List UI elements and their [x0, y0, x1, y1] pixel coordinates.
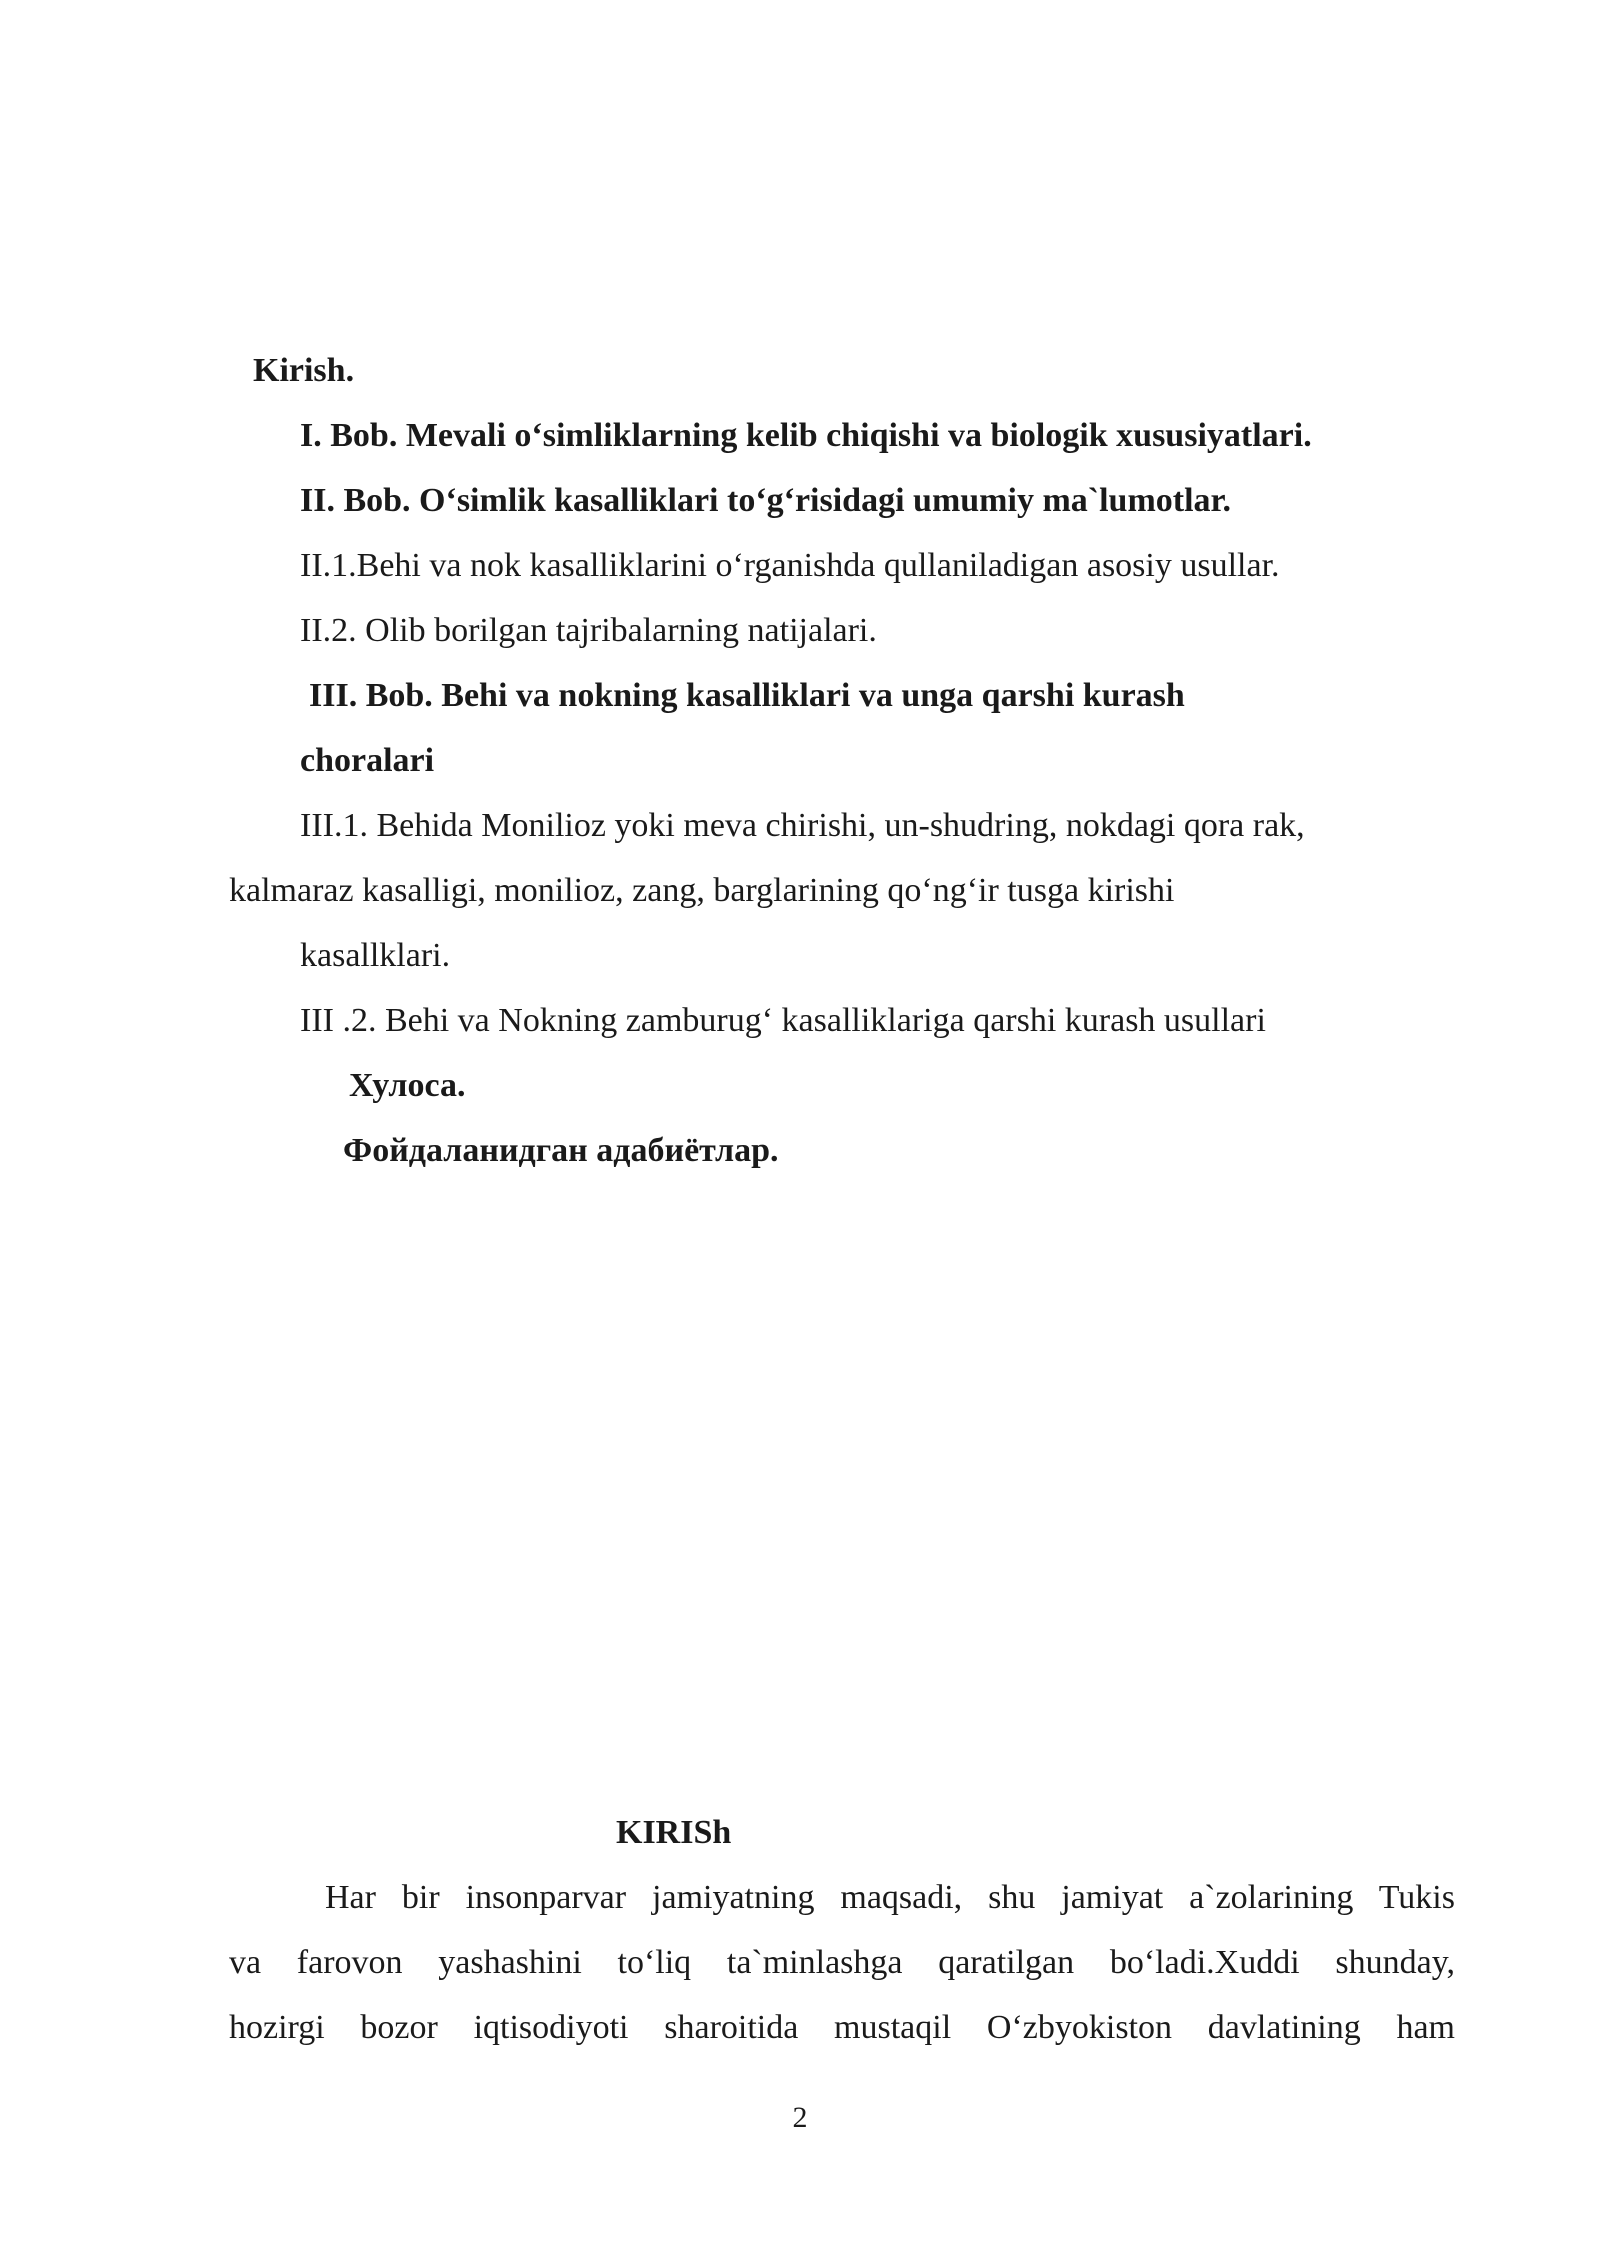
- paragraph-line: hozirgi bozor iqtisodiyoti sharoitida mustaqil O‘zbyokiston davlatining ham: [229, 2009, 1455, 2046]
- toc-section-3-1-end: kasallklari.: [300, 937, 451, 974]
- toc-section-3-2: III .2. Behi va Nokning zamburug‘ kasalliklariga qarshi kurash usullari: [300, 1002, 1266, 1039]
- toc-chapter-3-continued: choralari: [300, 742, 435, 779]
- page-number: 2: [792, 2101, 808, 2134]
- toc-section-2-2: II.2. Olib borilgan tajribalarning natijalari.: [300, 612, 877, 649]
- toc-section-3-1: III.1. Behida Monilioz yoki meva chirishi, un-shudring, nokdagi qora rak,: [300, 807, 1305, 844]
- section-heading: KIRISh: [616, 1814, 732, 1851]
- toc-section-3-1-continued: kalmaraz kasalligi, monilioz, zang, barglarining qo‘ng‘ir tusga kirishi: [229, 872, 1175, 909]
- toc-section-2-1: II.1.Behi va nok kasalliklarini o‘rganishda qullaniladigan asosiy usullar.: [300, 547, 1280, 584]
- toc-intro: Kirish.: [253, 352, 355, 389]
- toc-chapter-3: III. Bob. Behi va nokning kasalliklari va unga qarshi kurash: [309, 677, 1185, 714]
- toc-chapter-1: I. Bob. Mevali o‘simliklarning kelib chiqishi va biologik xususiyatlari.: [300, 417, 1312, 454]
- toc-chapter-2: II. Bob. O‘simlik kasalliklari to‘g‘risidagi umumiy ma`lumotlar.: [300, 482, 1231, 519]
- toc-references: Фойдаланидган адабиётлар.: [343, 1132, 779, 1169]
- paragraph-line: va farovon yashashini to‘liq ta`minlashga qaratilgan bo‘ladi.Xuddi shunday,: [229, 1944, 1455, 1981]
- toc-conclusion: Хулоса.: [349, 1067, 466, 1104]
- paragraph-line: Har bir insonparvar jamiyatning maqsadi, shu jamiyat a`zolarining Tukis: [325, 1879, 1455, 1916]
